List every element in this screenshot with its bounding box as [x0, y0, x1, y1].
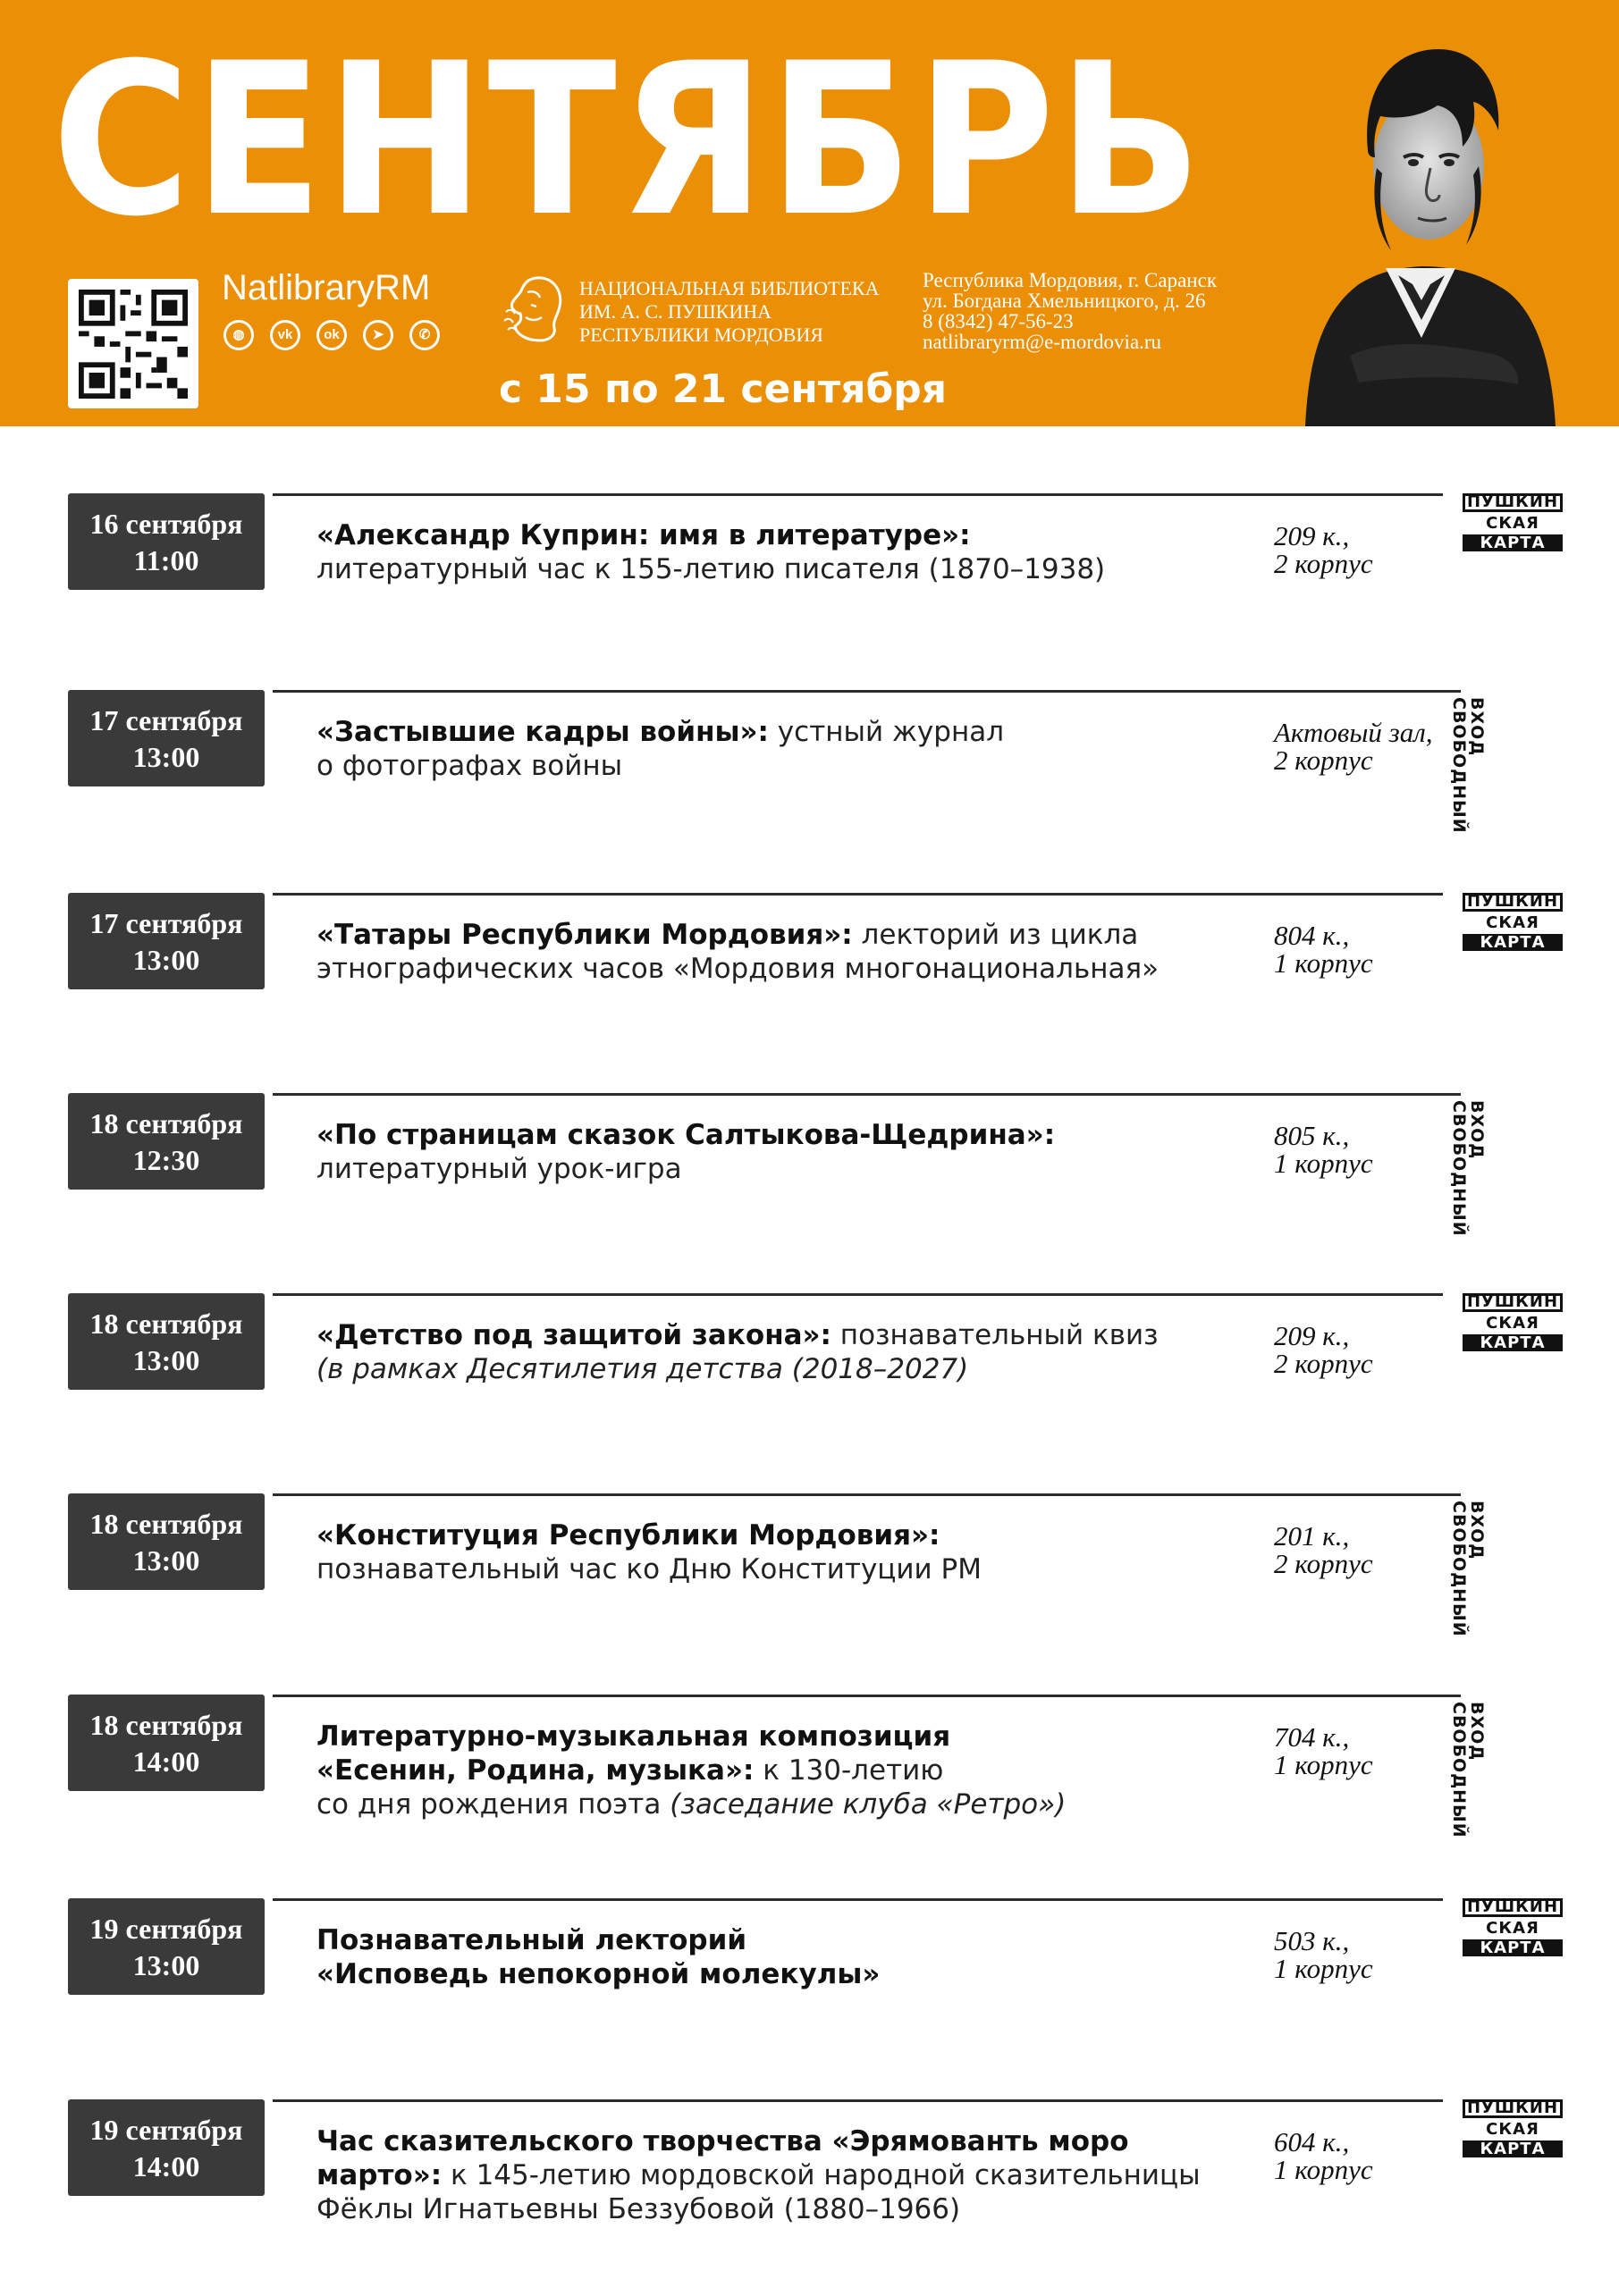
event-location	[1274, 1122, 1373, 1177]
event-date: 18 сентября	[89, 1709, 243, 1741]
event-time: 13:00	[132, 944, 200, 976]
header-banner	[0, 0, 1619, 426]
pushkin-card-badge	[1463, 1898, 1563, 1959]
event-divider	[273, 1898, 1443, 1901]
phone[interactable]: 8 (8342) 47-56-23	[923, 310, 1074, 332]
event-time: 13:00	[132, 1949, 200, 1981]
event-date-box	[68, 690, 265, 786]
event-room: 804 к.,	[1274, 920, 1350, 951]
event-building: 2 корпус	[1274, 548, 1373, 579]
address-street: ул. Богдана Хмельницкого, д. 26	[923, 290, 1206, 312]
event-date-box	[68, 2099, 265, 2196]
event-title-line2: «Есенин, Родина, музыка»:	[316, 1754, 755, 1787]
event-item	[0, 1093, 1619, 1290]
event-time: 14:00	[132, 2150, 200, 2182]
event-divider	[273, 1493, 1461, 1496]
event-date: 16 сентября	[89, 508, 243, 540]
badge-line: СКАЯ	[1486, 1314, 1539, 1333]
month-title: СЕНТЯБРЬ	[52, 19, 1206, 263]
event-title: Познавательный лекторий	[316, 1924, 747, 1956]
event-time: 12:30	[132, 1144, 200, 1176]
event-description-block	[316, 518, 1255, 586]
event-room: 805 к.,	[1274, 1120, 1350, 1151]
event-description-block	[316, 1720, 1255, 1821]
event-time: 13:00	[132, 1544, 200, 1577]
social-links	[223, 320, 440, 350]
event-divider	[273, 1695, 1461, 1697]
event-location	[1274, 1723, 1373, 1779]
event-description-block	[316, 1518, 1255, 1586]
event-item	[0, 1695, 1619, 1891]
badge-line: СВОБОДНЫЙ	[1449, 697, 1469, 834]
event-description-block	[316, 2124, 1255, 2226]
badge-line: ПУШКИН	[1463, 893, 1563, 912]
event-building: 1 корпус	[1274, 1148, 1373, 1179]
event-time: 11:00	[133, 544, 199, 576]
event-item	[0, 1293, 1619, 1490]
event-item	[0, 893, 1619, 1089]
event-building: 2 корпус	[1274, 1348, 1373, 1379]
event-time: 14:00	[132, 1745, 200, 1778]
badge-line: СКАЯ	[1486, 913, 1539, 932]
free-entry-badge	[1449, 1501, 1509, 1644]
event-subtitle: устный журнал	[768, 716, 1005, 748]
badge-line: ВХОД	[1467, 697, 1487, 757]
library-name	[579, 277, 879, 347]
event-date: 18 сентября	[89, 1107, 243, 1140]
badge-line: ВХОД	[1467, 1100, 1487, 1160]
badge-line: КАРТА	[1463, 1939, 1563, 1956]
event-room: 704 к.,	[1274, 1721, 1350, 1753]
pushkin-card-badge	[1463, 893, 1563, 954]
event-location	[1274, 1927, 1373, 1982]
pushkin-portrait	[1287, 16, 1556, 426]
event-date-box	[68, 1695, 265, 1791]
event-room: 503 к.,	[1274, 1925, 1350, 1956]
event-building: 1 корпус	[1274, 2154, 1373, 2185]
event-divider	[273, 2099, 1443, 2102]
event-building: 1 корпус	[1274, 947, 1373, 979]
qr-code-icon	[79, 290, 188, 399]
event-item	[0, 1493, 1619, 1690]
telegram-icon[interactable]: ➤	[363, 320, 393, 350]
free-entry-badge	[1449, 1100, 1509, 1243]
event-description: литературный урок-игра	[316, 1153, 682, 1185]
social-handle[interactable]: NatlibraryRM	[222, 268, 431, 307]
event-title: «Татары Республики Мордовия»:	[316, 919, 853, 951]
event-date-box	[68, 1293, 265, 1390]
event-date-box	[68, 493, 265, 590]
event-room: 209 к.,	[1274, 1320, 1350, 1351]
library-name-line: НАЦИОНАЛЬНАЯ БИБЛИОТЕКА	[579, 277, 880, 299]
badge-line: ПУШКИН	[1463, 1898, 1563, 1917]
globe-icon[interactable]: ◍	[223, 320, 254, 350]
event-title: «Александр Куприн: имя в литературе»:	[316, 519, 971, 551]
event-description: литературный час к 155-летию писателя (1870–1938)	[316, 553, 1106, 585]
free-entry-badge	[1449, 1702, 1509, 1845]
badge-line: СКАЯ	[1486, 514, 1539, 533]
pushkin-card-badge	[1463, 2099, 1563, 2160]
event-title-line2: марто»:	[316, 2159, 443, 2191]
event-date: 17 сентября	[89, 704, 243, 736]
address-city: Республика Мордовия, г. Саранск	[923, 269, 1217, 291]
event-note: (заседание клуба «Ретро»)	[670, 1788, 1067, 1821]
week-range: с 15 по 21 сентября	[499, 366, 947, 412]
badge-line: СВОБОДНЫЙ	[1449, 1702, 1469, 1838]
event-date-box	[68, 1493, 265, 1590]
event-date: 18 сентября	[89, 1308, 243, 1340]
qr-code[interactable]	[68, 279, 198, 408]
event-description: о фотографах войны	[316, 750, 623, 782]
badge-line: КАРТА	[1463, 934, 1563, 951]
event-location	[1274, 1322, 1373, 1377]
event-date-box	[68, 893, 265, 989]
email[interactable]: natlibraryrm@e-mordovia.ru	[923, 331, 1162, 353]
vk-icon[interactable]: vk	[270, 320, 300, 350]
event-date: 17 сентября	[89, 907, 243, 939]
event-location	[1274, 921, 1373, 977]
event-description: этнографических часов «Мордовия многонациональная»	[316, 953, 1159, 985]
pushkin-card-badge	[1463, 1293, 1563, 1354]
badge-line: КАРТА	[1463, 1334, 1563, 1351]
event-date-box	[68, 1898, 265, 1995]
event-date: 19 сентября	[89, 2114, 243, 2146]
event-time: 13:00	[132, 741, 200, 773]
badge-line: СКАЯ	[1486, 2120, 1539, 2139]
badge-line: КАРТА	[1463, 2140, 1563, 2157]
event-divider	[273, 493, 1443, 496]
event-date: 19 сентября	[89, 1913, 243, 1945]
event-subtitle: лекторий из цикла	[852, 919, 1139, 951]
event-building: 1 корпус	[1274, 1953, 1373, 1984]
event-title: Час сказительского творчества «Эрямованть моро	[316, 2125, 1129, 2157]
event-title: Литературно-музыкальная композиция	[316, 1720, 951, 1753]
badge-line: СВОБОДНЫЙ	[1449, 1501, 1469, 1637]
library-name-line: ИМ. А. С. ПУШКИНА	[579, 300, 772, 323]
event-description-block	[316, 1318, 1255, 1386]
contacts	[923, 270, 1217, 352]
event-time: 13:00	[132, 1344, 200, 1376]
event-divider	[273, 690, 1461, 693]
event-item	[0, 1898, 1619, 2095]
pushkin-profile-logo-icon	[501, 273, 572, 346]
event-location	[1274, 719, 1432, 774]
event-title: «По страницам сказок Салтыкова-Щедрина»:	[316, 1119, 1056, 1151]
event-note: (в рамках Десятилетия детства (2018–2027)	[316, 1353, 969, 1385]
ok-icon[interactable]: ok	[316, 320, 347, 350]
event-building: 1 корпус	[1274, 1749, 1373, 1780]
event-title: «Детство под защитой закона»:	[316, 1319, 831, 1351]
badge-line: ПУШКИН	[1463, 2099, 1563, 2118]
event-date-box	[68, 1093, 265, 1190]
event-description-block	[316, 918, 1255, 986]
event-item	[0, 690, 1619, 887]
event-description-block	[316, 1118, 1255, 1186]
badge-line: СВОБОДНЫЙ	[1449, 1100, 1469, 1237]
event-description: со дня рождения поэта	[316, 1788, 670, 1821]
event-title: «Застывшие кадры войны»:	[316, 716, 769, 748]
badge-line: СКАЯ	[1486, 1919, 1539, 1938]
event-item	[0, 2099, 1619, 2296]
event-title-line2: «Исповедь непокорной молекулы»	[316, 1958, 881, 1990]
event-room: 209 к.,	[1274, 520, 1350, 551]
event-description-block	[316, 715, 1255, 783]
badge-line: ПУШКИН	[1463, 1293, 1563, 1312]
event-room: 604 к.,	[1274, 2126, 1350, 2157]
library-name-line: РЕСПУБЛИКИ МОРДОВИЯ	[579, 324, 823, 346]
viber-icon[interactable]: ✆	[409, 320, 440, 350]
event-description-block	[316, 1923, 1255, 1991]
pushkin-card-badge	[1463, 493, 1563, 554]
event-building: 2 корпус	[1274, 1548, 1373, 1579]
event-room: Актовый зал,	[1274, 717, 1433, 748]
event-date: 18 сентября	[89, 1508, 243, 1540]
event-subtitle: к 145-летию мордовской народной сказительницы	[442, 2159, 1201, 2191]
event-divider	[273, 1293, 1443, 1296]
event-title: «Конституция Республики Мордовия»:	[316, 1519, 940, 1552]
event-divider	[273, 1093, 1461, 1096]
event-location	[1274, 1522, 1373, 1577]
event-location	[1274, 522, 1373, 577]
event-location	[1274, 2128, 1373, 2183]
event-building: 2 корпус	[1274, 744, 1373, 776]
badge-line: ПУШКИН	[1463, 493, 1563, 512]
event-description: Фёклы Игнатьевны Беззубовой (1880–1966)	[316, 2193, 961, 2225]
event-subtitle: познавательный квиз	[831, 1319, 1159, 1351]
badge-line: КАРТА	[1463, 534, 1563, 551]
free-entry-badge	[1449, 697, 1509, 840]
event-description: познавательный час ко Дню Конституции РМ	[316, 1553, 982, 1585]
badge-line: ВХОД	[1467, 1501, 1487, 1560]
event-divider	[273, 893, 1443, 896]
badge-line: ВХОД	[1467, 1702, 1487, 1762]
event-room: 201 к.,	[1274, 1520, 1350, 1552]
event-item	[0, 493, 1619, 690]
event-subtitle: к 130-летию	[754, 1754, 944, 1787]
